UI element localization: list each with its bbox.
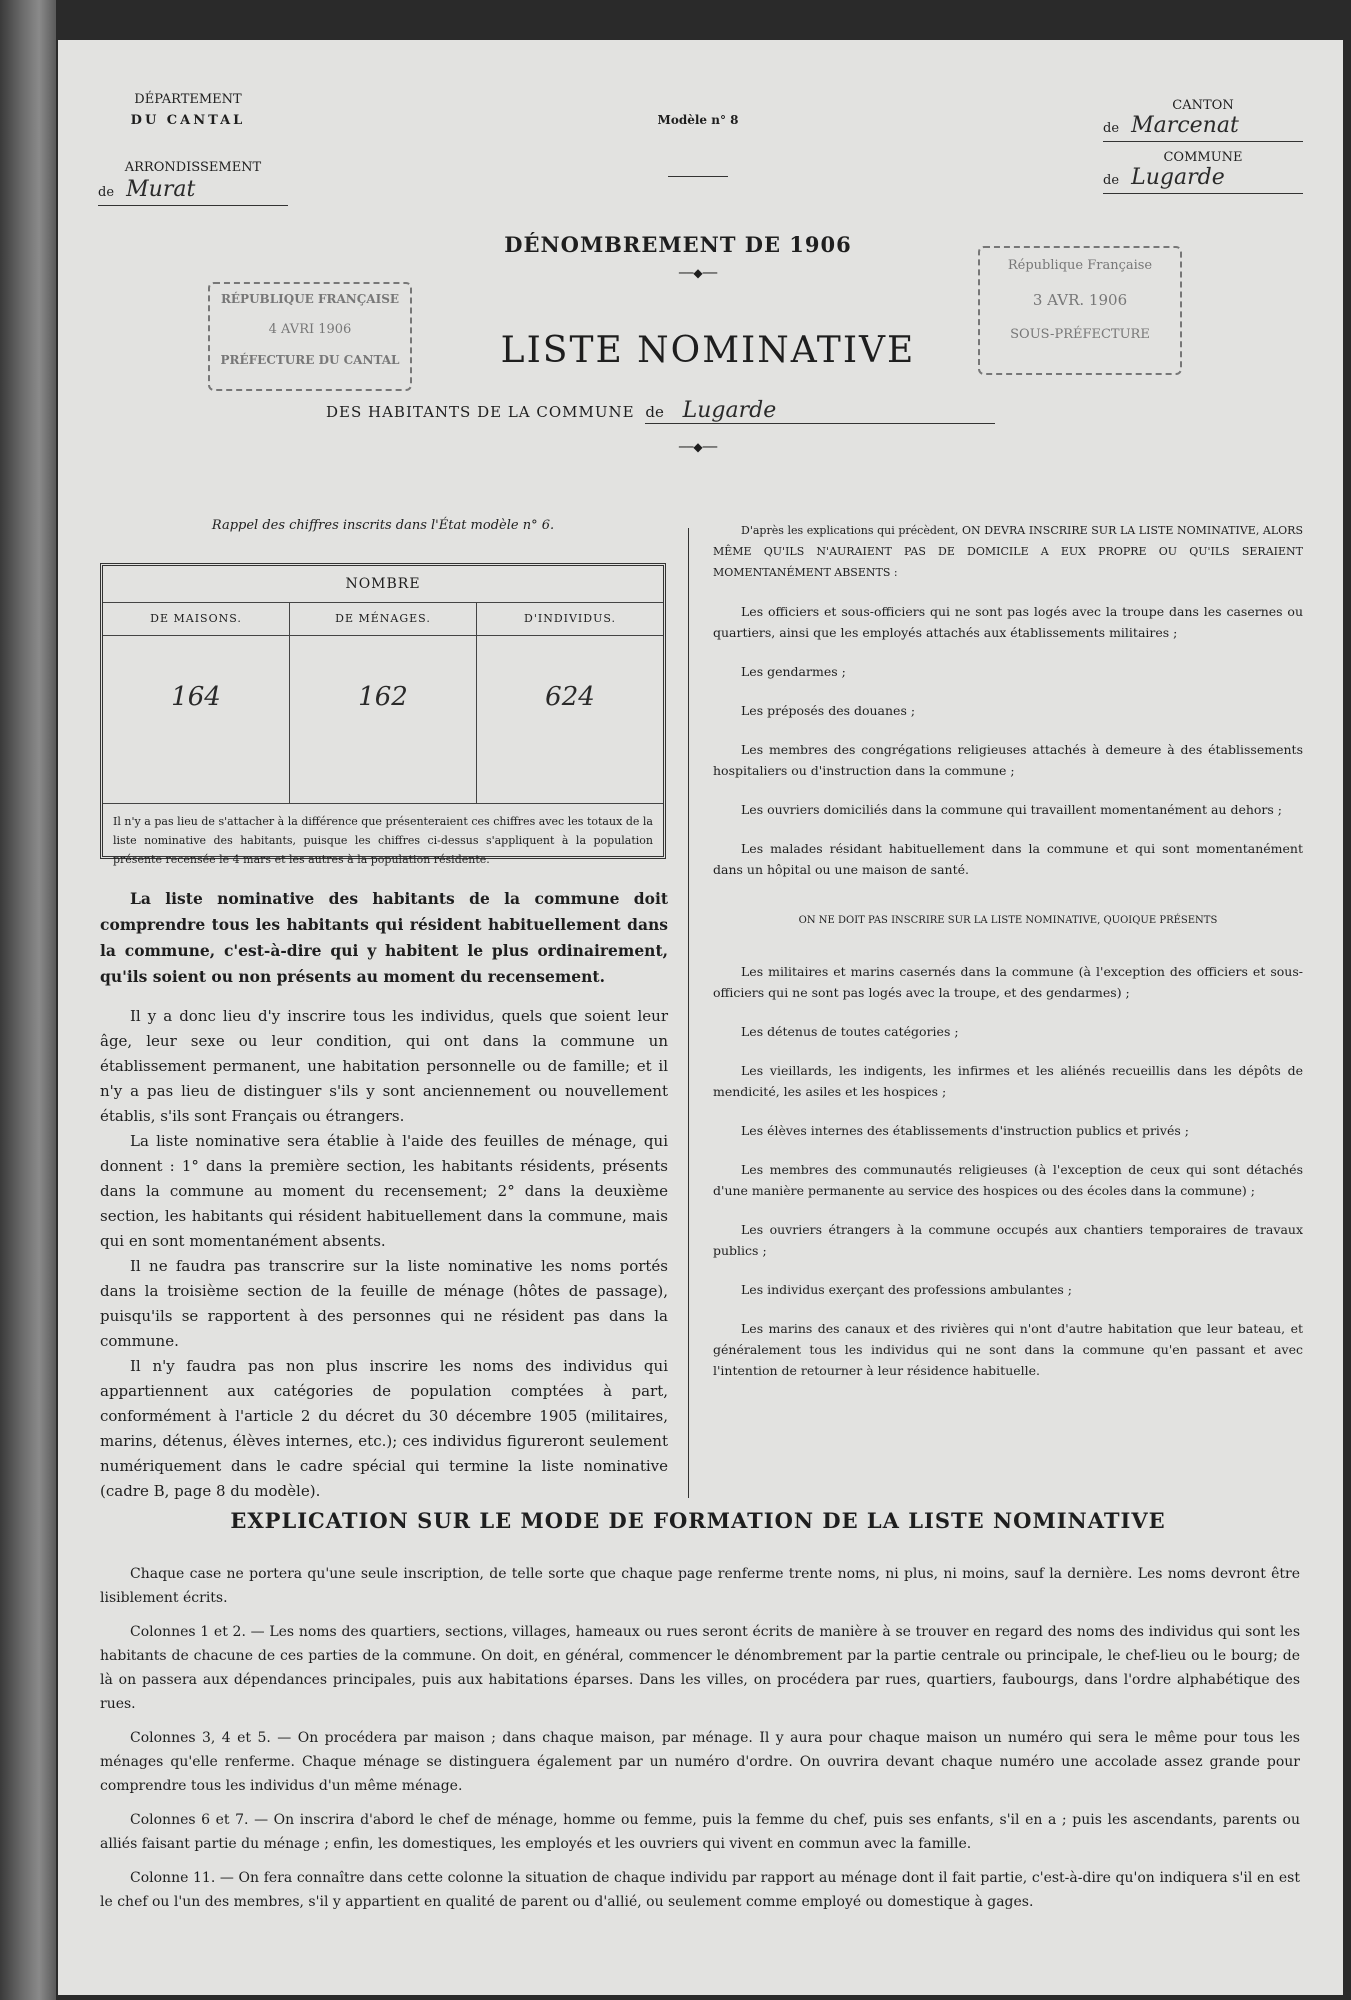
include-item: Les malades résidant habituellement dans la commune et qui sont momentanément dans un hôpital ou une maison de santé. — [713, 841, 1303, 877]
sub-title-commune: Lugarde — [682, 398, 777, 423]
counts-column-maisons — [103, 603, 290, 803]
canton-value: Marcenat — [1131, 113, 1239, 138]
exclude-heading: ON NE DOIT PAS INSCRIRE SUR LA LISTE NOMINATIVE, QUOIQUE PRÉSENTS — [798, 915, 1218, 926]
sub-title-prefix: de — [645, 403, 664, 421]
left-paragraph: Il ne faudra pas transcrire sur la liste nominative les noms portés dans la troisième section de la feuille de ménage (hôtes de passage), puisqu'ils se rapportent à des personnes qui ne résident pas dans la commune. — [100, 1257, 668, 1350]
exclude-item: Les membres des communautés religieuses (à l'exception de ceux qui sont détachés d'une manière permanente au service des hospices ou des écoles dans la commune) ; — [713, 1162, 1303, 1198]
commune-prefix: de — [1103, 173, 1120, 188]
left-paragraph: Il n'y faudra pas non plus inscrire les noms des individus qui appartiennent aux catégories de population comptées à part, conformément à l'article 2 du décret du 30 décembre 1905 (militaires, marins, détenus, élèves internes, etc.); ces individus figureront seulement numériquement dans le cadre spécial qui termine la liste nominative (cadre B, page 8 du modèle). — [100, 1357, 668, 1500]
exclude-item: Les vieillards, les indigents, les infirmes et les aliénés recueillis dans les dépôts de mendicité, les asiles et les hospices ; — [713, 1063, 1303, 1099]
explication-title: EXPLICATION SUR LE MODE DE FORMATION DE LA LISTE NOMINATIVE — [230, 1508, 1166, 1533]
stamp-right-date: 3 AVR. 1906 — [1032, 291, 1128, 309]
counts-header: NOMBRE — [103, 566, 663, 603]
departement-label: DÉPARTEMENT — [134, 92, 242, 107]
exclude-item: Les militaires et marins casernés dans la commune (à l'exception des officiers et sous-officiers qui ne sont pas logés avec la troupe, et des gendarmes) ; — [713, 964, 1303, 1000]
counts-box — [100, 563, 666, 866]
explication-paragraph: Colonne 11. — On fera connaître dans cette colonne la situation de chaque individu par rapport au ménage dont il fait partie, c'est-à-dire qu'on indiquera s'il en est le chef ou l'un des membres, s'il y appartient en qualité de parent ou d'allié, ou seulement comme employé ou domestique à gages. — [100, 1870, 1300, 1910]
sous-prefecture-stamp — [978, 246, 1182, 375]
canton-label: CANTON — [1172, 98, 1234, 113]
commune-value: Lugarde — [1131, 165, 1225, 190]
exclude-item: Les détenus de toutes catégories ; — [741, 1024, 959, 1039]
counts-column-individus — [477, 603, 663, 803]
explication-paragraph: Colonnes 1 et 2. — Les noms des quartiers, sections, villages, hameaux ou rues seront écrits de manière à se trouver en regard des noms des individus qui sont les habitants de chacune de ces parties de la commune. On doit, en général, commencer le dénombrement par la partie centrale ou principale, le chef-lieu ou le bourg; de là on passera aux dépendances principales, puis aux habitations éparses. Dans les villes, on procédera par rues, quartiers, faubourgs, dans l'ordre alphabétique des rues. — [100, 1624, 1300, 1712]
explication-paragraph: Colonnes 6 et 7. — On inscrira d'abord le chef de ménage, homme ou femme, puis la femme du chef, puis ses enfants, s'il en a ; puis les ascendants, parents ou alliés faisant partie du ménage ; enfin, les domestiques, les employés et les ouvriers qui vivent en commun avec la famille. — [100, 1812, 1300, 1852]
counts-value-maisons: 164 — [171, 682, 221, 712]
stamp-left-date: 4 AVRI 1906 — [268, 322, 352, 337]
exclude-item: Les ouvriers étrangers à la commune occupés aux chantiers temporaires de travaux publics ; — [713, 1222, 1303, 1258]
departement-block — [98, 92, 278, 128]
explication-body — [100, 1562, 1300, 1924]
prefecture-stamp — [208, 282, 412, 391]
census-page — [58, 40, 1343, 1995]
stamp-right-bottom: SOUS-PRÉFECTURE — [1010, 327, 1150, 342]
counts-columns — [103, 603, 663, 804]
stamp-left-bottom: PRÉFECTURE DU CANTAL — [220, 353, 400, 367]
commune-label: COMMUNE — [1163, 150, 1243, 165]
explication-paragraph: Colonnes 3, 4 et 5. — On procédera par maison ; dans chaque maison, par ménage. Il y aura pour chaque maison un numéro qui sera le même pour tous les ménages qu'elle renferme. Chaque ménage se distinguera également par un numéro d'ordre. On ouvrira devant chaque numéro une accolade assez grande pour comprendre tous les individus d'un même ménage. — [100, 1730, 1300, 1794]
title-ornament-2: ──◆── — [678, 440, 718, 454]
modele-number: Modèle n° 8 — [657, 113, 739, 127]
census-title: DÉNOMBREMENT DE 1906 — [504, 232, 852, 257]
include-item: Les membres des congrégations religieuses attachés à demeure à des établissements hospitaliers ou d'instruction dans la commune ; — [713, 742, 1303, 778]
counts-note: Il n'y a pas lieu de s'attacher à la différence que présenteraient ces chiffres avec les totaux de la liste nominative des habitants, puisque les chiffres ci-dessus s'appliquent à la population présente recensée le 4 mars et les autres à la population résidente. — [113, 815, 653, 866]
arrondissement-block — [98, 160, 288, 206]
left-instructions — [100, 886, 668, 1504]
exclude-item: Les individus exerçant des professions ambulantes ; — [741, 1282, 1072, 1297]
exclude-item: Les élèves internes des établissements d'instruction publics et privés ; — [741, 1123, 1189, 1138]
counts-value-menages: 162 — [358, 682, 408, 712]
exclude-item: Les marins des canaux et des rivières qui n'ont d'autre habitation que leur bateau, et généralement tous les individus qui ne sont dans la commune qu'en passant et avec l'intention de retourner à leur résidence habituelle. — [713, 1321, 1303, 1378]
left-paragraph: La liste nominative des habitants de la commune doit comprendre tous les habitants qui résident habituellement dans la commune, c'est-à-dire qui y habitent le plus ordinairement, qu'ils soient ou non présents au moment du recensement. — [100, 889, 668, 986]
arrondissement-value: Murat — [126, 177, 196, 202]
departement-value: DU CANTAL — [130, 113, 246, 128]
left-paragraph: Il y a donc lieu d'y inscrire tous les individus, quels que soient leur âge, leur sexe ou leur condition, qui ont dans la commune un établissement permanent, une habitation personnelle ou de famille; et il n'y a pas lieu de distinguer s'ils y sont anciennement ou nouvellement établis, s'ils sont Français ou étrangers. — [100, 1007, 668, 1125]
include-item: Les officiers et sous-officiers qui ne sont pas logés avec la troupe dans les casernes ou quartiers, ainsi que les employés attachés aux établissements militaires ; — [713, 604, 1303, 640]
counts-column-header: DE MÉNAGES. — [290, 603, 476, 636]
canton-block — [1103, 98, 1303, 194]
sub-title: DES HABITANTS DE LA COMMUNE — [326, 403, 635, 421]
include-item: Les ouvriers domiciliés dans la commune qui travaillent momentanément au dehors ; — [741, 802, 1282, 817]
arrondissement-label: ARRONDISSEMENT — [124, 160, 262, 175]
commune-line — [326, 398, 1126, 424]
counts-column-header: DE MAISONS. — [103, 603, 289, 636]
explication-paragraph: Chaque case ne portera qu'une seule inscription, de telle sorte que chaque page renferme trente noms, ni plus, ni moins, sauf la dernière. Les noms devront être lisiblement écrits. — [100, 1566, 1300, 1606]
title-ornament-1: ──◆── — [678, 266, 718, 280]
counts-column-header: D'INDIVIDUS. — [477, 603, 663, 636]
column-divider — [688, 528, 689, 1498]
right-intro: D'après les explications qui précèdent, ON DEVRA INSCRIRE SUR LA LISTE NOMINATIVE, ALORS MÊME QU'ILS N'AURAIENT PAS DE DOMICILE A EUX PROPRE OU QU'ILS SERAIENT MOMENTANÉMENT ABSENTS : — [713, 524, 1303, 579]
arrondissement-prefix: de — [98, 185, 115, 200]
stamp-left-top: RÉPUBLIQUE FRANÇAISE — [220, 292, 400, 306]
right-instructions — [713, 520, 1303, 1399]
counts-caption: Rappel des chiffres inscrits dans l'État modèle n° 6. — [211, 518, 555, 533]
include-item: Les préposés des douanes ; — [741, 703, 916, 718]
include-item: Les gendarmes ; — [741, 664, 846, 679]
canton-prefix: de — [1103, 121, 1120, 136]
header-rule — [668, 176, 728, 177]
book-binding — [0, 0, 56, 2000]
stamp-right-top: République Française — [1007, 258, 1153, 273]
counts-column-menages — [290, 603, 477, 803]
counts-value-individus: 624 — [545, 682, 595, 712]
main-title: LISTE NOMINATIVE — [500, 330, 916, 371]
left-paragraph: La liste nominative sera établie à l'aide des feuilles de ménage, qui donnent : 1° dans la première section, les habitants résidents, présents dans la commune au moment du recensement; 2° dans la deuxième section, les habitants qui résident habituellement dans la commune, mais qui en sont momentanément absents. — [100, 1132, 668, 1250]
